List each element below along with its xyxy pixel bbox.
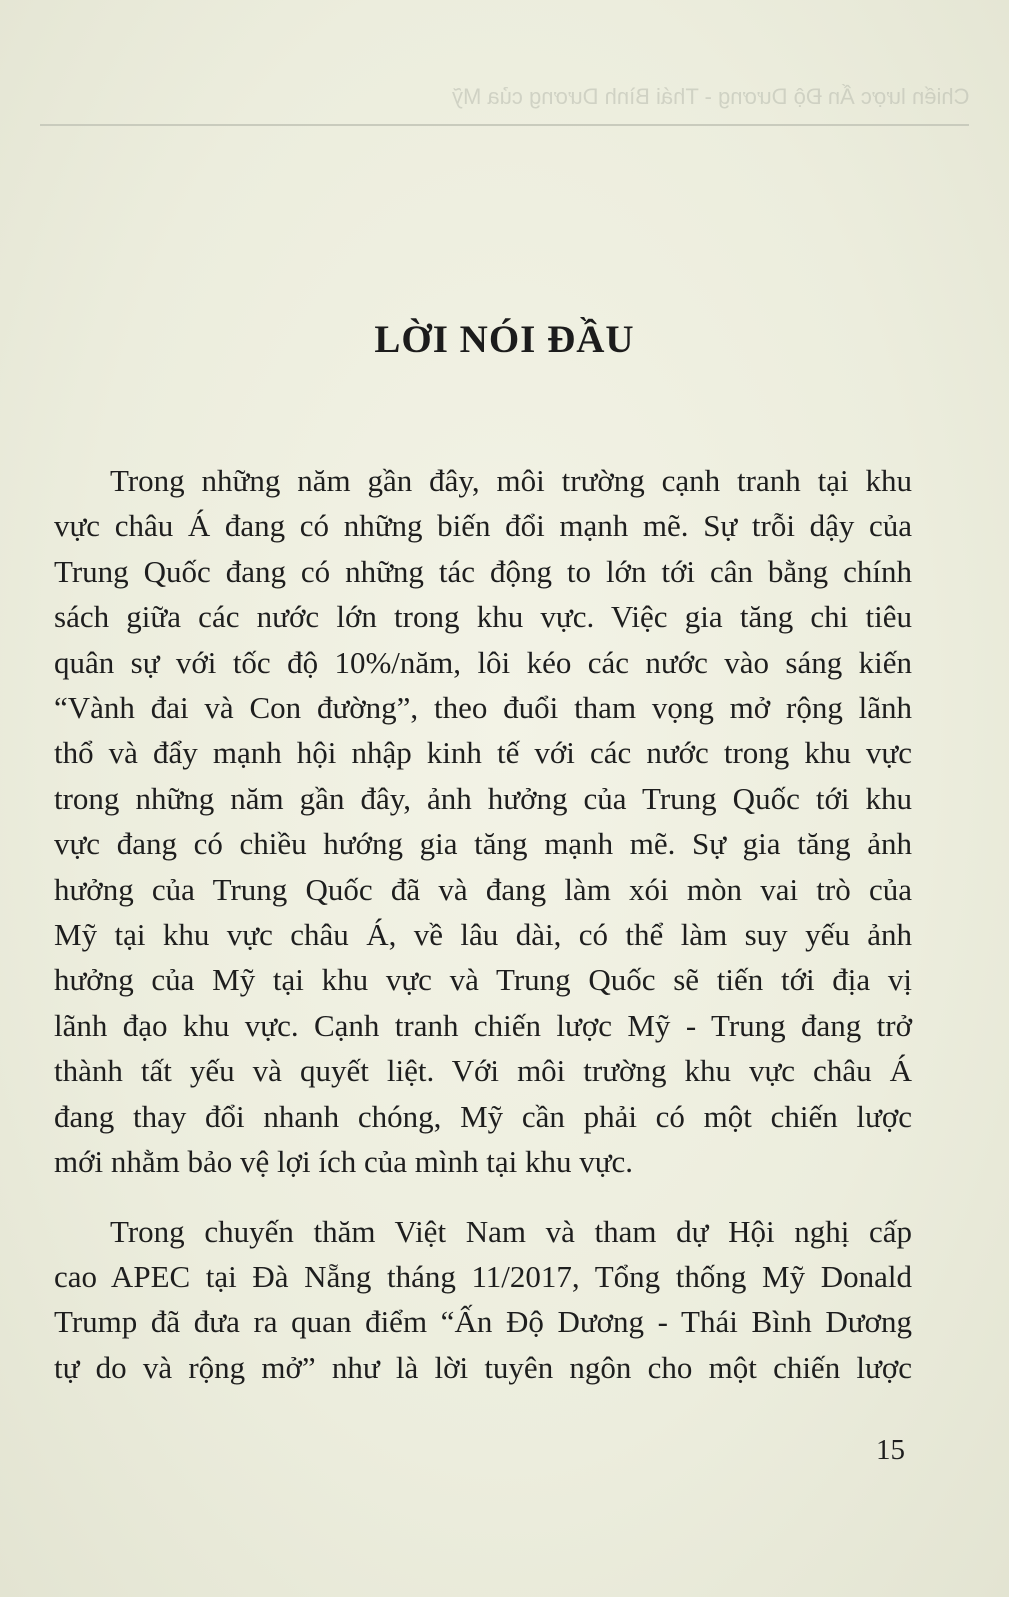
running-head-text: Chiến lược Ấn Độ Dương - Thái Bình Dương của Mỹ bbox=[451, 84, 969, 109]
text-line: Trong những năm gần đây, môi trường cạnh tranh tại khu bbox=[110, 463, 912, 498]
body-text bbox=[54, 458, 912, 1390]
page-number: 15 bbox=[876, 1434, 905, 1466]
running-header bbox=[40, 84, 969, 126]
text-line: tự do và rộng mở” như là lời tuyên ngôn cho một chiến lược bbox=[54, 1349, 912, 1385]
text-line: cao APEC tại Đà Nẵng tháng 11/2017, Tổng thống Mỹ Donald bbox=[54, 1258, 912, 1294]
text-line: trong những năm gần đây, ảnh hưởng của Trung Quốc tới khu bbox=[54, 780, 912, 816]
text-line: Trump đã đưa ra quan điểm “Ấn Độ Dương - Thái Bình Dương bbox=[54, 1304, 912, 1340]
text-line: Trung Quốc đang có những tác động to lớn tới cân bằng chính bbox=[54, 553, 912, 589]
page-title: LỜI NÓI ĐẦU bbox=[374, 318, 635, 361]
text-line: đang thay đổi nhanh chóng, Mỹ cần phải có một chiến lược bbox=[54, 1098, 912, 1134]
text-line: vực đang có chiều hướng gia tăng mạnh mẽ. Sự gia tăng ảnh bbox=[54, 826, 912, 862]
text-line: quân sự với tốc độ 10%/năm, lôi kéo các nước vào sáng kiến bbox=[54, 644, 912, 680]
text-line: “Vành đai và Con đường”, theo đuổi tham vọng mở rộng lãnh bbox=[54, 690, 912, 726]
text-line: hưởng của Mỹ tại khu vực và Trung Quốc sẽ tiến tới địa vị bbox=[54, 962, 912, 998]
text-line: mới nhằm bảo vệ lợi ích của mình tại khu vực. bbox=[54, 1144, 634, 1180]
text-line: thổ và đẩy mạnh hội nhập kinh tế với các nước trong khu vực bbox=[54, 735, 912, 771]
text-line: hưởng của Trung Quốc đã và đang làm xói mòn vai trò của bbox=[54, 871, 912, 907]
text-line: vực châu Á đang có những biến đổi mạnh mẽ. Sự trỗi dậy của bbox=[54, 508, 912, 544]
paragraph-2 bbox=[54, 1209, 912, 1391]
text-line: sách giữa các nước lớn trong khu vực. Việc gia tăng chi tiêu bbox=[54, 599, 912, 635]
paragraph-1 bbox=[54, 458, 912, 1185]
text-line: Trong chuyến thăm Việt Nam và tham dự Hội nghị cấp bbox=[110, 1213, 912, 1249]
text-line: Mỹ tại khu vực châu Á, về lâu dài, có thể làm suy yếu ảnh bbox=[54, 917, 912, 953]
text-line: thành tất yếu và quyết liệt. Với môi trường khu vực châu Á bbox=[54, 1053, 912, 1089]
text-line: lãnh đạo khu vực. Cạnh tranh chiến lược Mỹ - Trung đang trở bbox=[54, 1007, 912, 1043]
